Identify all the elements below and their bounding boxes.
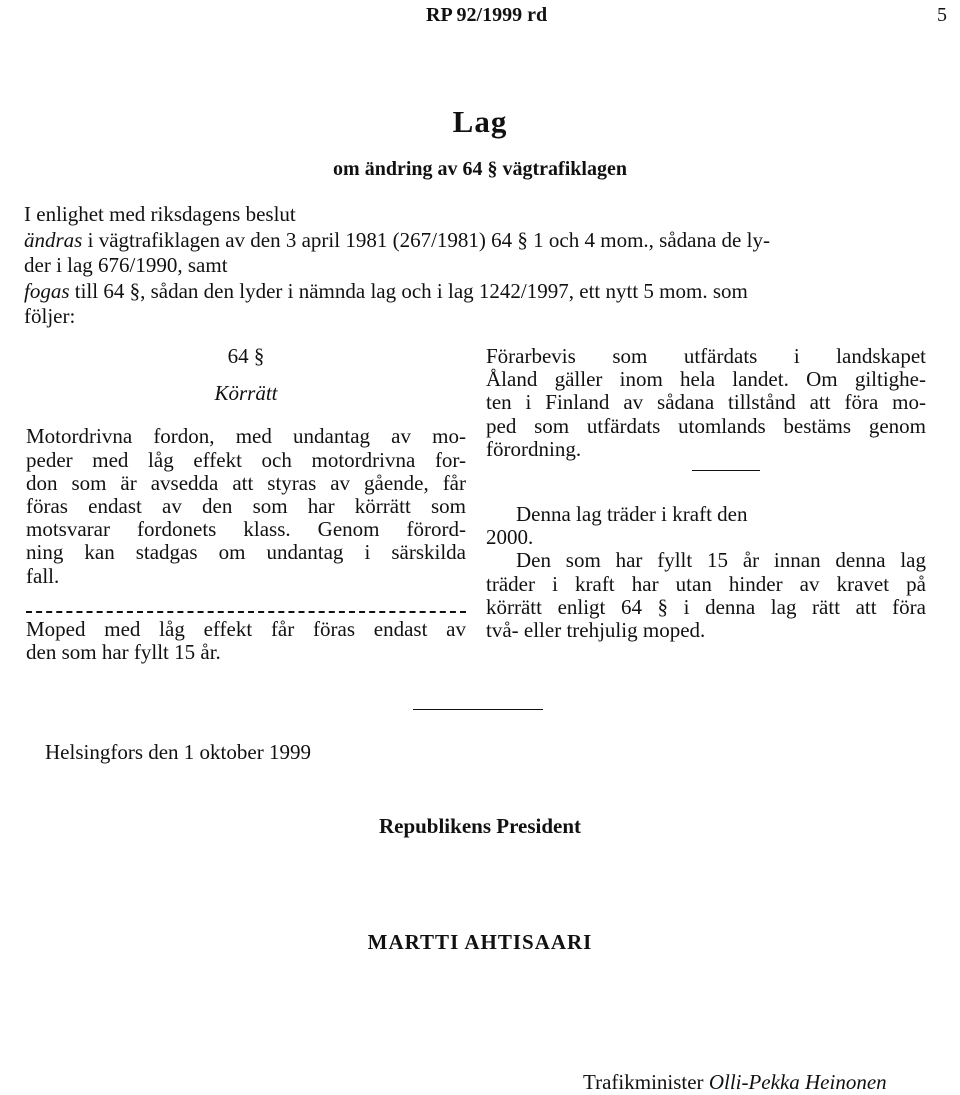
- entry-divider: [692, 470, 760, 471]
- entry-into-force-year: 2000.: [486, 525, 534, 550]
- paragraph-line: Den som har fyllt 15 år innan denna lag: [516, 548, 926, 573]
- intro-line-3: der i lag 676/1990, samt: [24, 253, 228, 277]
- paragraph-line: ning kan stadgas om undantag i särskilda: [26, 540, 466, 565]
- entry-into-force-line: Denna lag träder i kraft den: [516, 502, 748, 527]
- section-heading: Körrätt: [214, 381, 278, 406]
- paragraph-line: ten i Finland av sådana tillstånd att föra mo-: [486, 390, 926, 415]
- intro-line-1: I enlighet med riksdagens beslut: [24, 202, 296, 226]
- minister-name: Olli-Pekka Heinonen: [708, 1070, 887, 1094]
- paragraph-line: don som är avsedda att styras av gående, får: [26, 470, 466, 495]
- signature-divider: [413, 709, 543, 710]
- signatory-title: Republikens President: [378, 814, 582, 838]
- paragraph-line: Förarbevis som utfärdats i landskapet: [486, 344, 926, 368]
- paragraph-line: träder i kraft har utan hinder av kravet på: [486, 571, 926, 596]
- intro-amend-word: ändras: [24, 228, 83, 252]
- signatory-name: MARTTI AHTISAARI: [367, 930, 593, 954]
- paragraph-line: föras endast av den som har körrätt som: [26, 494, 466, 519]
- law-title: Lag: [452, 104, 508, 139]
- section-left-column: [26, 345, 466, 664]
- intro-amend-text: i vägtrafiklagen av den 3 april 1981 (267/1981) 64 § 1 och 4 mom., sådana de ly-: [82, 228, 770, 252]
- minister-role: Trafikminister: [583, 1070, 709, 1094]
- place-and-date: Helsingfors den 1 oktober 1999: [45, 740, 311, 764]
- intro-add-text: till 64 §, sådan den lyder i nämnda lag och i lag 1242/1997, ett nytt 5 mom. som: [69, 279, 748, 303]
- intro-add-word: fogas: [24, 279, 70, 303]
- section-right-column: [486, 345, 926, 642]
- minister-signature: [583, 1070, 887, 1095]
- omission-dashed-divider: [26, 611, 466, 613]
- intro-line-4: [24, 279, 748, 304]
- paragraph-line: ped som utfärdats utomlands bestäms genom: [486, 413, 926, 438]
- paragraph-line: förordning.: [486, 436, 582, 461]
- page-number: 5: [937, 4, 947, 26]
- section-number: 64 §: [227, 344, 265, 368]
- paragraph-line: körrätt enligt 64 § i denna lag rätt att föra: [486, 594, 926, 619]
- paragraph-line: Åland gäller inom hela landet. Om giltighe-: [486, 367, 926, 392]
- document-reference: RP 92/1999 rd: [426, 4, 548, 26]
- paragraph-line: fall.: [26, 563, 60, 588]
- paragraph-line: två- eller trehjulig moped.: [486, 618, 706, 643]
- paragraph-line: den som har fyllt 15 år.: [26, 640, 221, 665]
- intro-line-2: [24, 228, 770, 253]
- paragraph-line: motsvarar fordonets klass. Genom förord-: [26, 517, 466, 542]
- paragraph-line: peder med låg effekt och motordrivna for-: [26, 447, 466, 472]
- paragraph-line: Motordrivna fordon, med undantag av mo-: [26, 424, 466, 449]
- paragraph-line: Moped med låg effekt får föras endast av: [26, 616, 466, 641]
- law-subtitle: om ändring av 64 § vägtrafiklagen: [333, 158, 627, 180]
- intro-line-5: följer:: [24, 304, 76, 328]
